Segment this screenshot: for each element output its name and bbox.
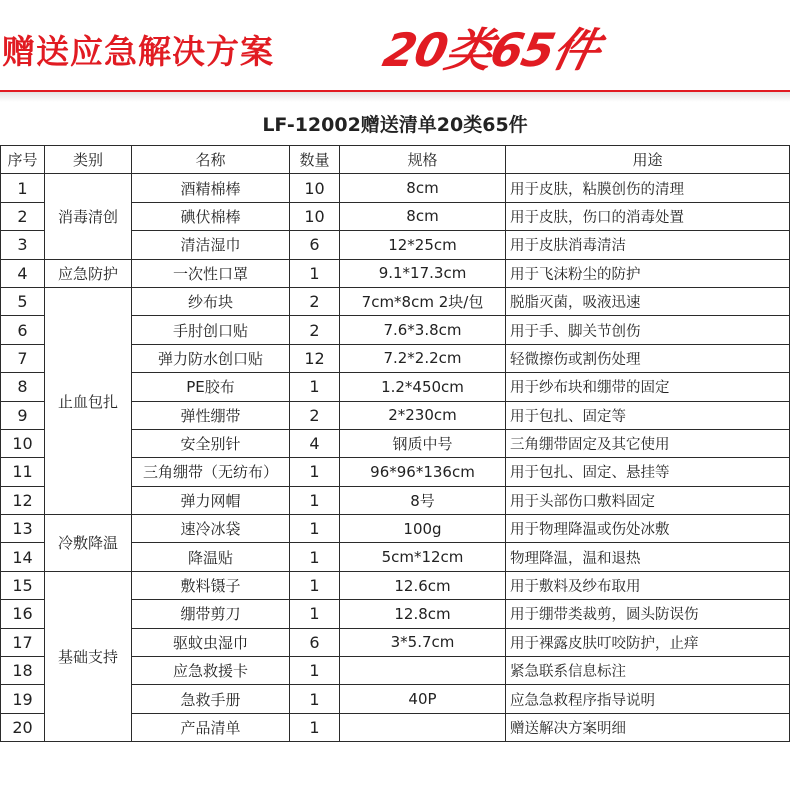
row-number: 8 (1, 373, 45, 401)
header-category: 类别 (45, 146, 132, 174)
item-name: 碘伏棉棒 (132, 202, 290, 230)
gift-list-table (0, 145, 790, 742)
item-spec: 2*230cm (340, 401, 506, 429)
category-cell: 基础支持 (45, 571, 132, 741)
item-use: 物理降温，温和退热 (506, 543, 790, 571)
item-name: 降温贴 (132, 543, 290, 571)
row-number: 19 (1, 685, 45, 713)
item-name: 敷料镊子 (132, 571, 290, 599)
item-use: 应急急救程序指导说明 (506, 685, 790, 713)
row-number: 18 (1, 657, 45, 685)
item-qty: 1 (290, 685, 340, 713)
item-spec: 1.2*450cm (340, 373, 506, 401)
category-cell: 应急防护 (45, 259, 132, 287)
item-spec: 8号 (340, 486, 506, 514)
item-name: 急救手册 (132, 685, 290, 713)
promo-banner (0, 0, 790, 92)
item-name: 绷带剪刀 (132, 600, 290, 628)
item-name: PE胶布 (132, 373, 290, 401)
item-name: 驱蚊虫湿巾 (132, 628, 290, 656)
item-spec: 96*96*136cm (340, 458, 506, 486)
table-row (1, 515, 790, 543)
item-qty: 10 (290, 174, 340, 202)
category-cell: 止血包扎 (45, 287, 132, 514)
row-number: 14 (1, 543, 45, 571)
item-use: 用于飞沫粉尘的防护 (506, 259, 790, 287)
item-spec (340, 713, 506, 741)
item-qty: 1 (290, 515, 340, 543)
row-number: 9 (1, 401, 45, 429)
item-name: 应急救援卡 (132, 657, 290, 685)
item-use: 赠送解决方案明细 (506, 713, 790, 741)
row-number: 15 (1, 571, 45, 599)
item-name: 安全别针 (132, 429, 290, 457)
table-header-row (1, 146, 790, 174)
header-name: 名称 (132, 146, 290, 174)
item-use: 用于皮肤，伤口的消毒处置 (506, 202, 790, 230)
category-cell: 消毒清创 (45, 174, 132, 259)
item-name: 清洁湿巾 (132, 231, 290, 259)
item-use: 用于绷带类裁剪，圆头防误伤 (506, 600, 790, 628)
item-use: 三角绷带固定及其它使用 (506, 429, 790, 457)
item-spec: 12.6cm (340, 571, 506, 599)
banner-title: 赠送应急解决方案 (2, 32, 274, 71)
item-spec: 7.6*3.8cm (340, 316, 506, 344)
item-qty: 1 (290, 373, 340, 401)
item-name: 手肘创口贴 (132, 316, 290, 344)
item-spec: 7cm*8cm 2块/包 (340, 287, 506, 315)
item-qty: 6 (290, 628, 340, 656)
item-qty: 10 (290, 202, 340, 230)
item-qty: 2 (290, 401, 340, 429)
item-name: 三角绷带（无纺布） (132, 458, 290, 486)
row-number: 2 (1, 202, 45, 230)
item-qty: 2 (290, 287, 340, 315)
item-use: 脱脂灭菌，吸液迅速 (506, 287, 790, 315)
item-name: 酒精棉棒 (132, 174, 290, 202)
item-spec: 8cm (340, 174, 506, 202)
item-spec: 9.1*17.3cm (340, 259, 506, 287)
row-number: 3 (1, 231, 45, 259)
item-spec: 3*5.7cm (340, 628, 506, 656)
item-qty: 1 (290, 458, 340, 486)
table-row (1, 287, 790, 315)
item-qty: 1 (290, 259, 340, 287)
item-name: 弹力网帽 (132, 486, 290, 514)
item-qty: 4 (290, 429, 340, 457)
row-number: 11 (1, 458, 45, 486)
item-spec: 12.8cm (340, 600, 506, 628)
item-qty: 1 (290, 713, 340, 741)
item-spec: 7.2*2.2cm (340, 344, 506, 372)
item-use: 轻微擦伤或割伤处理 (506, 344, 790, 372)
item-qty: 1 (290, 600, 340, 628)
item-use: 用于包扎、固定、悬挂等 (506, 458, 790, 486)
item-qty: 6 (290, 231, 340, 259)
item-use: 用于头部伤口敷料固定 (506, 486, 790, 514)
category-cell: 冷敷降温 (45, 515, 132, 572)
row-number: 5 (1, 287, 45, 315)
row-number: 17 (1, 628, 45, 656)
item-spec: 100g (340, 515, 506, 543)
header-no: 序号 (1, 146, 45, 174)
header-use: 用途 (506, 146, 790, 174)
item-use: 用于裸露皮肤叮咬防护，止痒 (506, 628, 790, 656)
item-use: 紧急联系信息标注 (506, 657, 790, 685)
list-title: LF-12002赠送清单20类65件 (262, 114, 528, 136)
item-use: 用于物理降温或伤处冰敷 (506, 515, 790, 543)
item-spec: 5cm*12cm (340, 543, 506, 571)
item-name: 纱布块 (132, 287, 290, 315)
item-spec: 12*25cm (340, 231, 506, 259)
row-number: 20 (1, 713, 45, 741)
item-qty: 12 (290, 344, 340, 372)
item-spec: 钢质中号 (340, 429, 506, 457)
banner-count: 20类65件 (378, 23, 605, 77)
item-name: 弹力防水创口贴 (132, 344, 290, 372)
header-spec: 规格 (340, 146, 506, 174)
row-number: 13 (1, 515, 45, 543)
table-row (1, 259, 790, 287)
row-number: 12 (1, 486, 45, 514)
item-use: 用于纱布块和绷带的固定 (506, 373, 790, 401)
item-use: 用于敷料及纱布取用 (506, 571, 790, 599)
item-spec (340, 657, 506, 685)
item-qty: 1 (290, 571, 340, 599)
header-qty: 数量 (290, 146, 340, 174)
item-qty: 2 (290, 316, 340, 344)
item-use: 用于皮肤消毒清洁 (506, 231, 790, 259)
item-qty: 1 (290, 543, 340, 571)
item-spec: 8cm (340, 202, 506, 230)
table-row (1, 174, 790, 202)
item-use: 用于手、脚关节创伤 (506, 316, 790, 344)
row-number: 16 (1, 600, 45, 628)
item-name: 一次性口罩 (132, 259, 290, 287)
gray-band (0, 92, 790, 102)
item-qty: 1 (290, 657, 340, 685)
item-name: 速冷冰袋 (132, 515, 290, 543)
item-use: 用于包扎、固定等 (506, 401, 790, 429)
item-name: 产品清单 (132, 713, 290, 741)
table-row (1, 571, 790, 599)
item-name: 弹性绷带 (132, 401, 290, 429)
row-number: 1 (1, 174, 45, 202)
row-number: 4 (1, 259, 45, 287)
table-body (1, 174, 790, 742)
item-use: 用于皮肤，粘膜创伤的清理 (506, 174, 790, 202)
item-qty: 1 (290, 486, 340, 514)
row-number: 10 (1, 429, 45, 457)
row-number: 7 (1, 344, 45, 372)
item-spec: 40P (340, 685, 506, 713)
row-number: 6 (1, 316, 45, 344)
